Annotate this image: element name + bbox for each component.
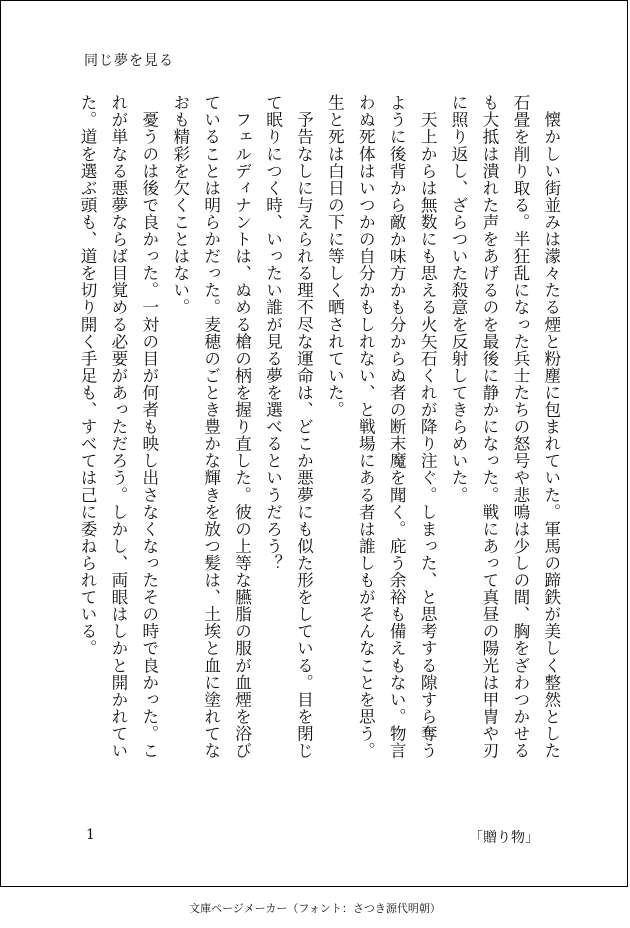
text-line: フェルディナントは、ぬめる槍の柄を握り直した。彼の上等な臙脂の服が血煙を浴び [232,94,252,759]
text-line: た。道を選ぶ頭も、道を切り開く手足も、すべては己に委ねられている。 [78,94,97,657]
text-line: れが単なる悪夢ならば目覚める必要があっただろう。しかし、両眼はしかと開かれてい [108,94,128,759]
text-line: 予告なしに与えられる理不尽な運命は、どこか悪夢にも似た形をしている。目を閉じ [294,94,314,759]
text-line: 懐かしい街並みは濛々たる煙と粉塵に包まれていた。軍馬の蹄鉄が美しく整然とした [541,94,561,759]
text-line: わぬ死体はいつかの自分かもしれない、と戦場にある者は誰しもがそんなことを思う。 [356,94,376,759]
generator-credit: 文庫ページメーカー（フォント：さつき源代明朝） [189,902,441,915]
text-line: 天上からは無数にも思える火矢石くれが降り注ぐ。しまった、と思考する隙すら奪う [418,94,438,759]
text-line: 生と死は白日の下に等しく晒されていた。 [325,94,345,418]
text-line: おも精彩を欠くことはない。 [170,94,190,316]
text-line: 憂うのは後で良かった。一対の目が何者も映し出さなくなったその時で良かった。こ [139,94,159,759]
running-header: 同じ夢を見る [84,53,174,69]
text-line: ていることは明らかだった。麦穂のごとき豊かな輝きを放つ髪は、土埃と血に塗れてな [201,94,221,759]
book-title: 「贈り物」 [469,830,539,846]
text-line: に照り返し、ざらついた殺意を反射してきらめいた。 [449,94,469,504]
body-text [77,94,561,806]
page-number: 1 [86,827,95,843]
text-line: 石畳を削り取る。半狂乱になった兵士たちの怒号や悲鳴は少しの間、胸をざわつかせる [510,94,530,759]
text-line: ように後背から敵か味方かも分からぬ者の断末魔を聞く。庇う余裕も備えもない。物言 [387,94,407,759]
text-line: も大抵は潰れた声をあげるのを最後に静かになった。戦にあって真昼の陽光は甲冑や刃 [479,94,499,759]
text-line: て眠りにつく時、いったい誰が見る夢を選べるというだろう？ [263,94,283,572]
